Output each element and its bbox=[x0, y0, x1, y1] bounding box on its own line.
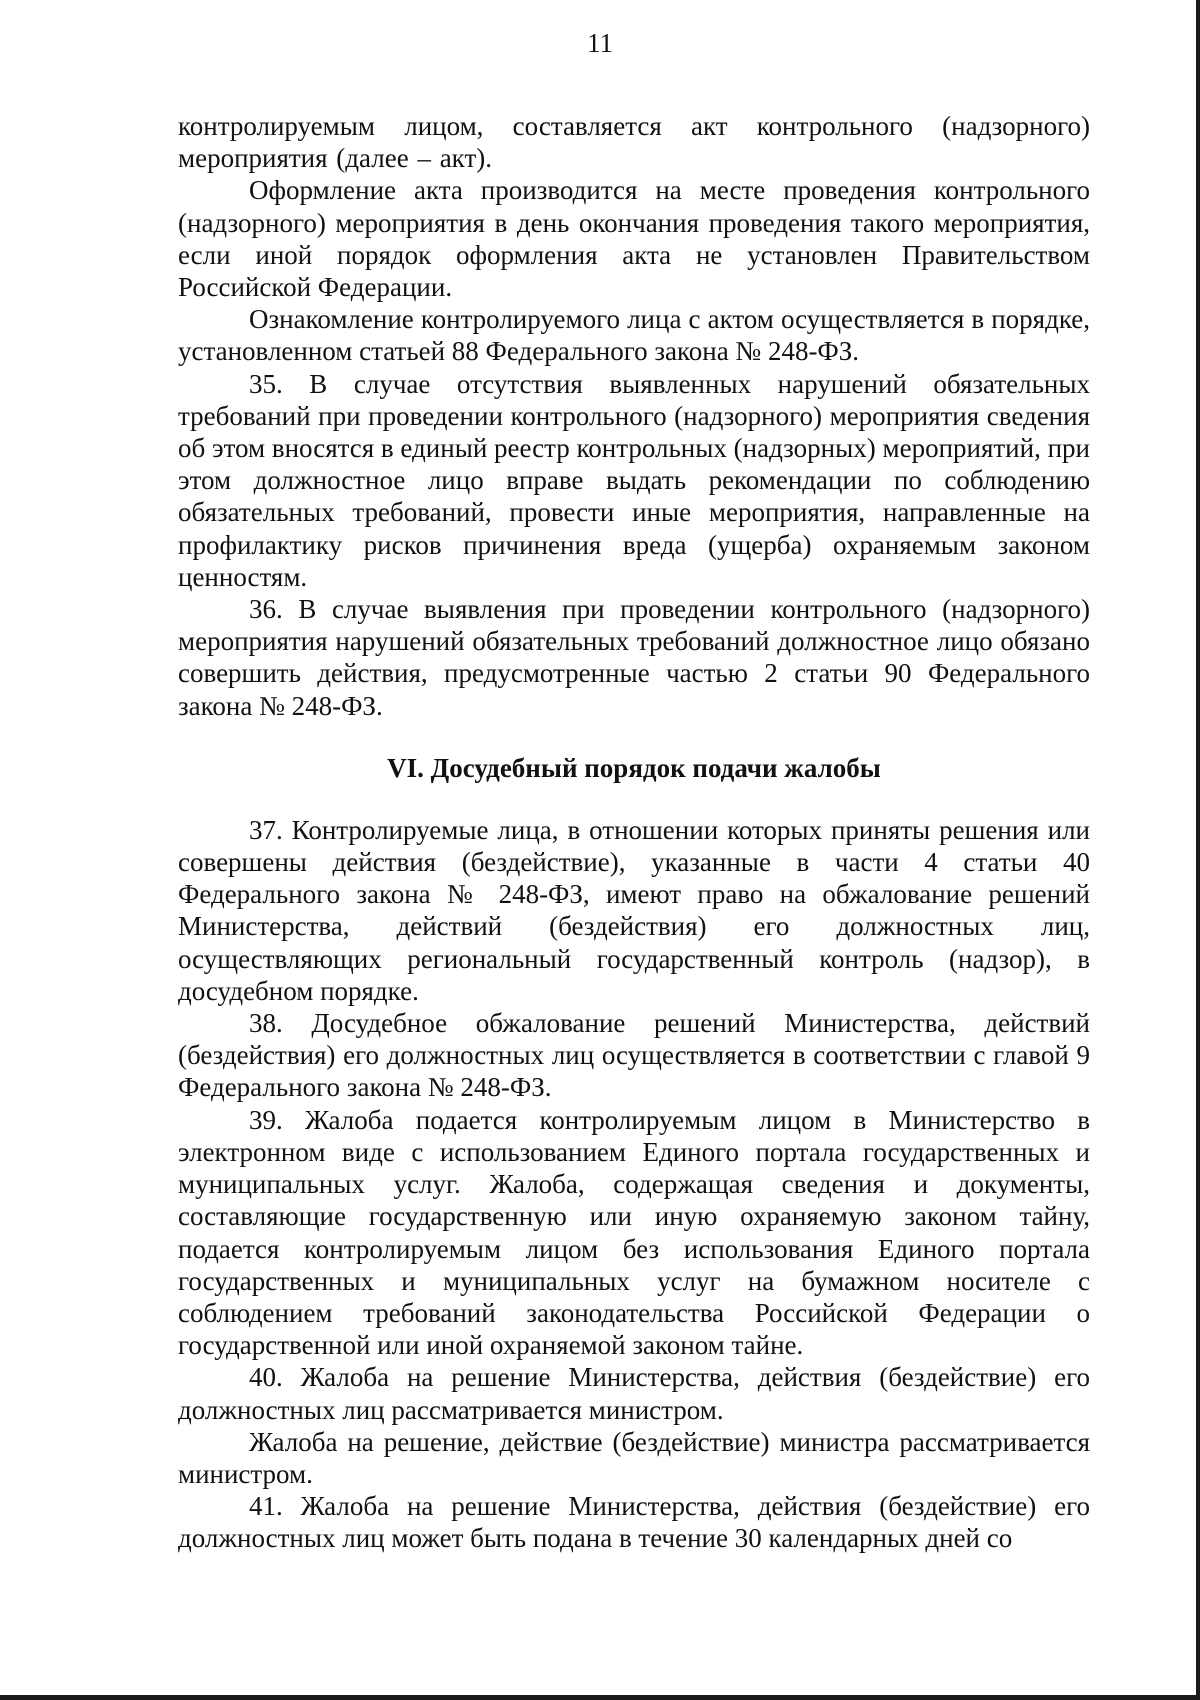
scan-edge-right bbox=[1196, 0, 1200, 1700]
paragraph-40: 40. Жалоба на решение Министерства, действия (бездействие) его должностных лиц рассматривается министром. bbox=[178, 1362, 1090, 1425]
paragraph-41: 41. Жалоба на решение Министерства, действия (бездействие) его должностных лиц может быть подана в течение 30 календарных дней со bbox=[178, 1491, 1090, 1554]
section-heading: VI. Досудебный порядок подачи жалобы bbox=[387, 752, 881, 783]
paragraph-act-familiarization: Ознакомление контролируемого лица с актом осуществляется в порядке, установленном статьей 88 Федерального закона № 248-ФЗ. bbox=[178, 304, 1090, 367]
paragraph-act-formalization: Оформление акта производится на месте проведения контрольного (надзорного) мероприятия в день окончания проведения такого мероприятия, если иной порядок оформления акта не установлен Правительством Российской Федерации. bbox=[178, 175, 1090, 303]
paragraph-35: 35. В случае отсутствия выявленных нарушений обязательных требований при проведении контрольного (надзорного) мероприятия сведения об этом вносятся в единый реестр контрольных (надзорных) мероприятий, при этом должностное лицо вправе выдать рекомендации по соблюдению обязательных требований, провести иные мероприятия, направленные на профилактику рисков причинения вреда (ущерба) охраняемым законом ценностям. bbox=[178, 368, 1090, 592]
page-number: 11 bbox=[587, 28, 613, 58]
paragraph-37: 37. Контролируемые лица, в отношении которых приняты решения или совершены действия (бездействие), указанные в части 4 статьи 40 Федерального закона № 248-ФЗ, имеют право на обжалование решений Министерства, действий (бездействия) его должностных лиц, осуществляющих региональный государственный контроль (надзор), в досудебном порядке. bbox=[178, 814, 1090, 1006]
scan-edge-bottom bbox=[0, 1695, 1200, 1700]
paragraph-36: 36. В случае выявления при проведении контрольного (надзорного) мероприятия нарушений обязательных требований должностное лицо обязано совершить действия, предусмотренные частью 2 статьи 90 Федерального закона № 248-ФЗ. bbox=[178, 594, 1090, 721]
paragraph-38: 38. Досудебное обжалование решений Министерства, действий (бездействия) его должностных лиц осуществляется в соответствии с главой 9 Федерального закона № 248-ФЗ. bbox=[178, 1008, 1090, 1103]
paragraph-39: 39. Жалоба подается контролируемым лицом в Министерство в электронном виде с использованием Единого портала государственных и муниципальных услуг. Жалоба, содержащая сведения и документы, составляющие государственную или иную охраняемую законом тайну, подается контролируемым лицом без использования Единого портала государственных и муниципальных услуг на бумажном носителе с соблюдением требований законодательства Российской Федерации о государственной или иной охраняемой законом тайне. bbox=[178, 1104, 1090, 1361]
document-body bbox=[178, 110, 1090, 1555]
paragraph-40-minister: Жалоба на решение, действие (бездействие) министра рассматривается министром. bbox=[178, 1426, 1090, 1489]
paragraph-continuation: контролируемым лицом, составляется акт контрольного (надзорного) мероприятия (далее – акт). bbox=[178, 111, 1090, 174]
